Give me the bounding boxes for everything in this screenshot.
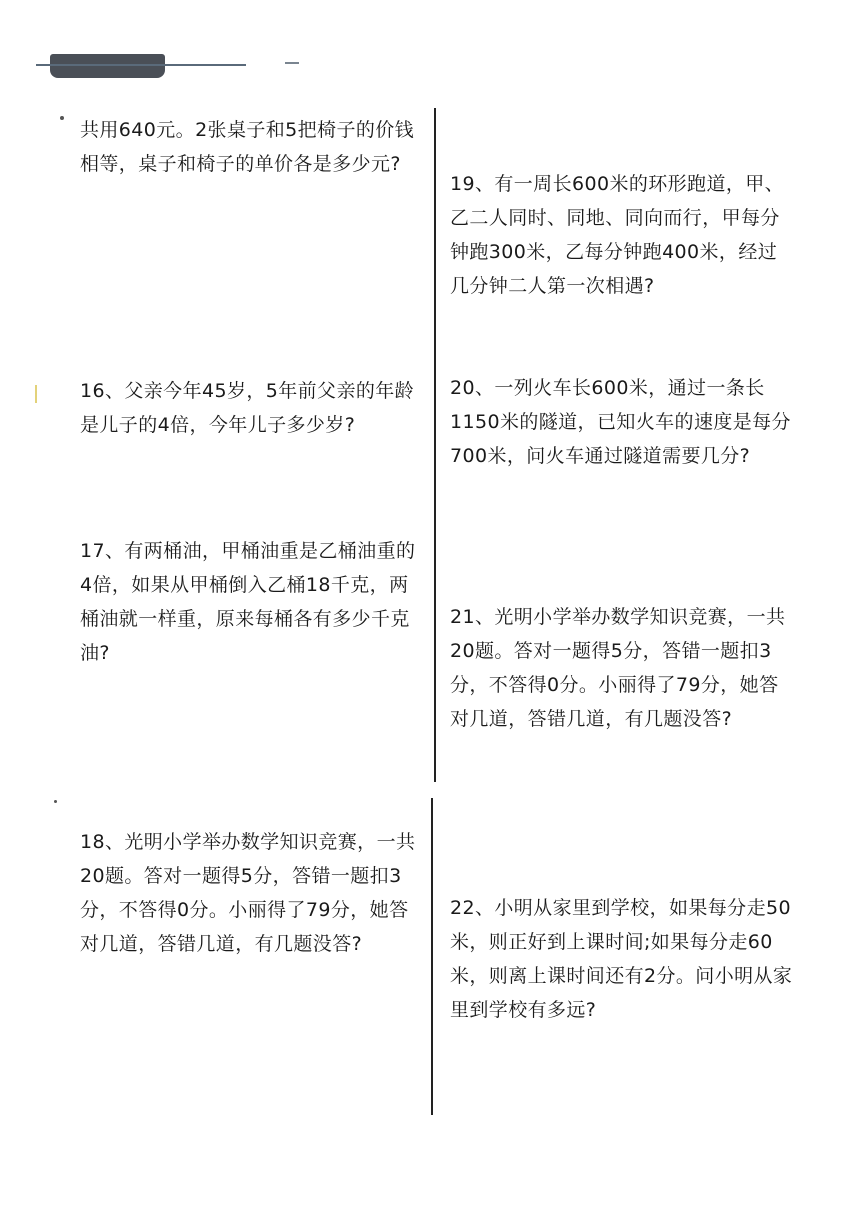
header-dash: [285, 62, 299, 64]
question-15-continued: 共用640元。2张桌子和5把椅子的价钱相等，桌子和椅子的单价各是多少元?: [80, 119, 415, 175]
scan-dot: [54, 800, 57, 803]
column-divider-top: [434, 108, 436, 782]
question-18: 18、光明小学举办数学知识竞赛，一共20题。答对一题得5分，答错一题扣3分，不答得0分。小丽得了79分，她答对几道，答错几道，有几题没答?: [80, 831, 416, 955]
question-20: 20、一列火车长600米，通过一条长1150米的隧道，已知火车的速度是每分700米，问火车通过隧道需要几分?: [450, 377, 791, 467]
question-21: 21、光明小学举办数学知识竞赛，一共20题。答对一题得5分，答错一题扣3分，不答得0分。小丽得了79分，她答对几道，答错几道，有几题没答?: [450, 606, 786, 730]
scan-mark: [35, 385, 37, 403]
scan-dot: [60, 116, 64, 120]
header-rule: [36, 64, 246, 66]
question-22: 22、小明从家里到学校，如果每分走50米，则正好到上课时间;如果每分走60米，则离上课时间还有2分。问小明从家里到学校有多远?: [450, 897, 793, 1021]
question-19: 19、有一周长600米的环形跑道，甲、乙二人同时、同地、同向而行，甲每分钟跑300米，乙每分钟跑400米，经过几分钟二人第一次相遇?: [450, 173, 785, 297]
question-16: 16、父亲今年45岁，5年前父亲的年龄是儿子的4倍，今年儿子多少岁?: [80, 380, 415, 436]
column-divider-bottom: [431, 798, 433, 1115]
question-17: 17、有两桶油，甲桶油重是乙桶油重的4倍，如果从甲桶倒入乙桶18千克，两桶油就一样重，原来每桶各有多少千克油?: [80, 540, 416, 664]
header-tab-decoration: [50, 54, 165, 78]
